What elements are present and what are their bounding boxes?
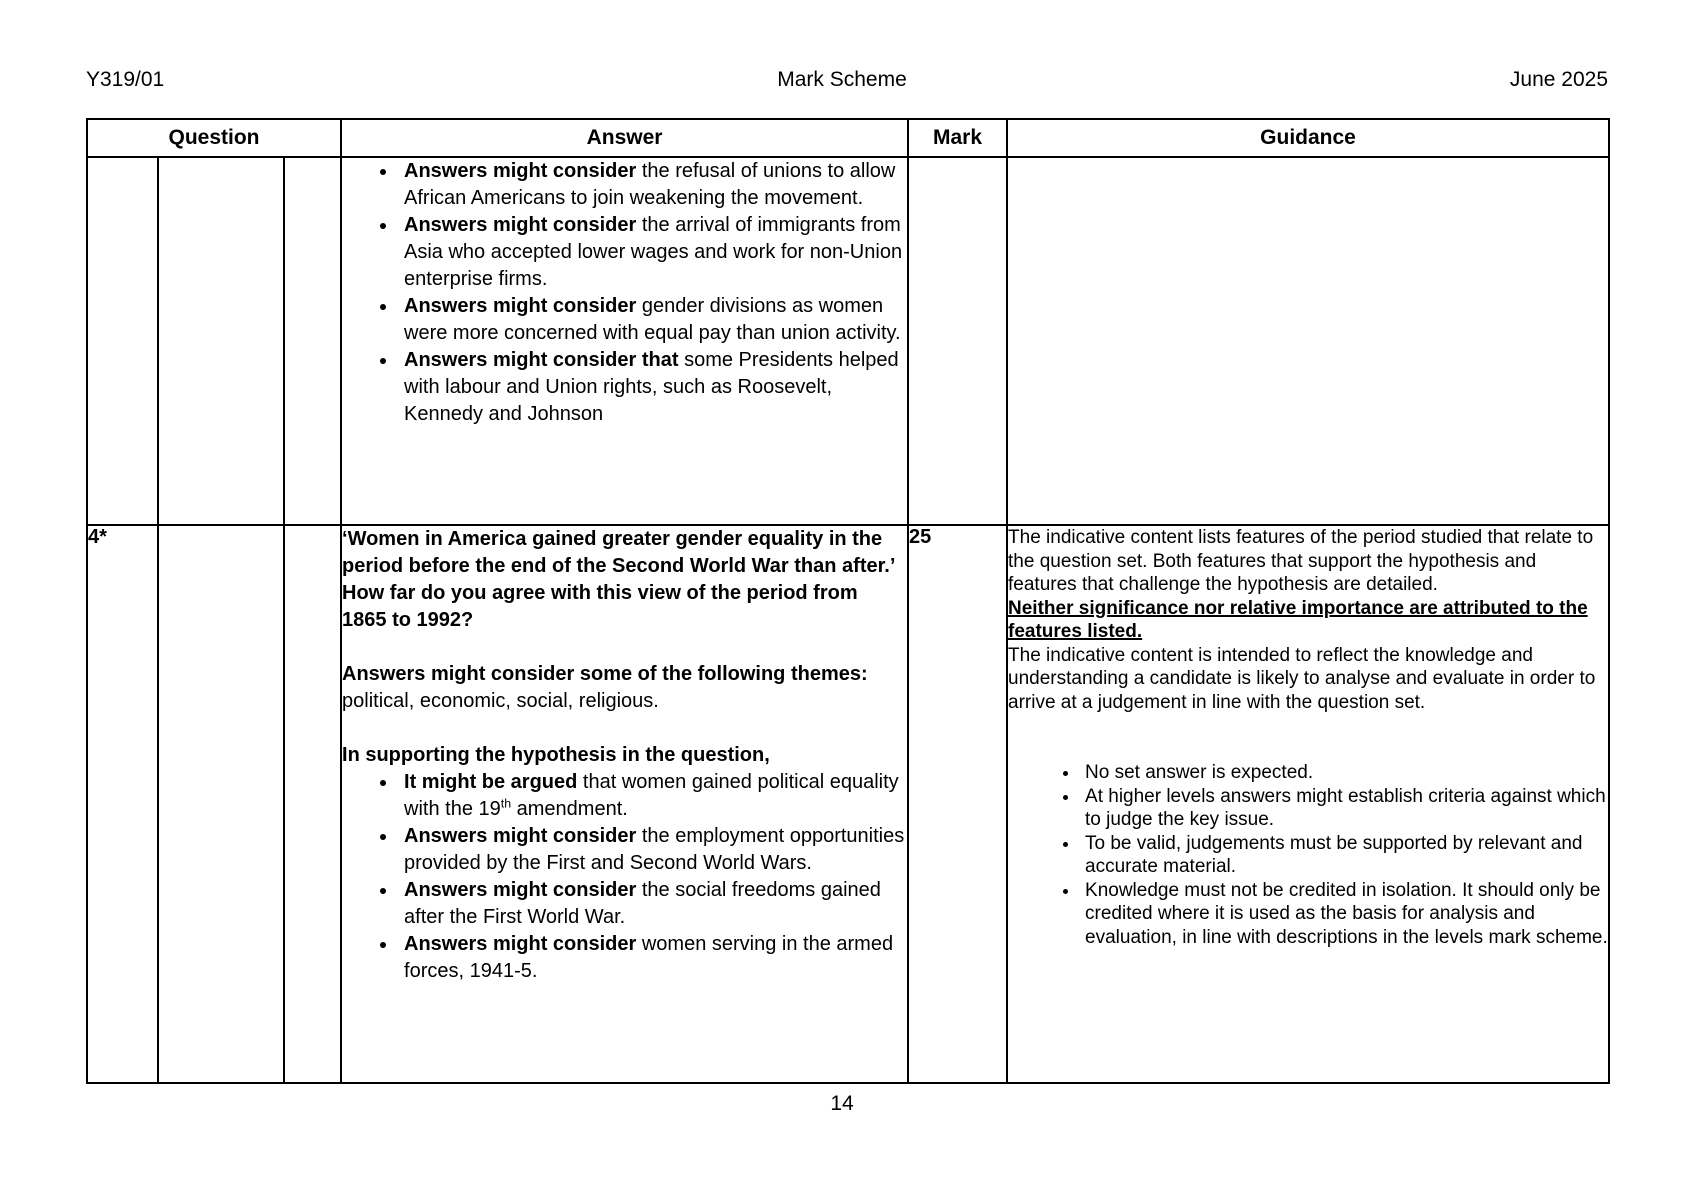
guidance-cell [1007, 525, 1609, 1083]
column-header-mark: Mark [908, 119, 1007, 157]
column-header-guidance: Guidance [1007, 119, 1609, 157]
answer-cell [341, 525, 908, 1083]
supporting-heading: In supporting the hypothesis in the question, [342, 744, 770, 766]
document-code: Y319/01 [86, 68, 165, 91]
mark-cell: 25 [908, 525, 1007, 1083]
column-header-question: Question [87, 119, 341, 157]
guidance-bullet: • No set answer is expected. [1080, 761, 1608, 785]
guidance-cell [1007, 157, 1609, 525]
table-row-continuation [87, 157, 1609, 525]
ordinal-superscript: th [500, 796, 512, 811]
table-header-row [87, 119, 1609, 157]
question-sub-cell [284, 525, 341, 1083]
answer-bullet: • Answers might consider that some Presidents helped with labour and Union rights, such as Roosevelt, Kennedy and Johnson [398, 347, 907, 428]
question-number-cell: 4* [87, 525, 158, 1083]
page-number: 14 [830, 1092, 854, 1115]
answer-bullet: • Answers might consider the employment opportunities provided by the First and Second World Wars. [398, 823, 907, 877]
question-statement: ‘Women in America gained greater gender equality in the period before the end of the Second World War than after.’ How far do you agree with this view of the period from 1865 to 1992? [342, 528, 895, 631]
guidance-bullet: • To be valid, judgements must be supported by relevant and accurate material. [1080, 832, 1608, 879]
answer-bullet: • Answers might consider the arrival of immigrants from Asia who accepted lower wages and work for non-Union enterprise firms. [398, 212, 907, 293]
guidance-paragraph: The indicative content lists features of the period studied that relate to the question set. Both features that support the hypothesis and features that challenge the hypothesis are detailed. [1008, 527, 1594, 595]
guidance-emphasis: Neither significance nor relative importance are attributed to the features listed. [1008, 597, 1588, 642]
answer-bullet-list [342, 158, 907, 428]
answer-bullet: • Answers might consider the refusal of unions to allow African Americans to join weakening the movement. [398, 158, 907, 212]
guidance-bullet: • Knowledge must not be credited in isolation. It should only be credited where it is used as the basis for analysis and evaluation, in line with descriptions in the levels mark scheme. [1080, 879, 1608, 950]
answer-bullet: • It might be argued that women gained political equality with the 19th amendment. [398, 769, 907, 823]
answer-cell [341, 157, 908, 525]
answer-bullet: • Answers might consider gender divisions as women were more concerned with equal pay than union activity. [398, 293, 907, 347]
document-title: Mark Scheme [777, 68, 907, 91]
answer-bullet-list [342, 769, 907, 985]
table-row-question-4 [87, 525, 1609, 1083]
guidance-bullet: • At higher levels answers might establish criteria against which to judge the key issue. [1080, 785, 1608, 832]
mark-scheme-table [86, 118, 1610, 1084]
answer-bullet: • Answers might consider the social freedoms gained after the First World War. [398, 877, 907, 931]
guidance-bullet-list [1008, 761, 1608, 949]
answer-bullet: • Answers might consider women serving in the armed forces, 1941-5. [398, 931, 907, 985]
question-sub-cell [158, 157, 284, 525]
document-date: June 2025 [1509, 68, 1608, 91]
guidance-paragraph: The indicative content is intended to reflect the knowledge and understanding a candidate is likely to analyse and evaluate in order to arrive at a judgement in line with the question set. [1008, 644, 1596, 713]
question-number-cell [87, 157, 158, 525]
question-sub-cell [158, 525, 284, 1083]
themes-line: Answers might consider some of the following themes: political, economic, social, religious. [342, 663, 868, 712]
mark-cell [908, 157, 1007, 525]
column-header-answer: Answer [341, 119, 908, 157]
question-sub-cell [284, 157, 341, 525]
